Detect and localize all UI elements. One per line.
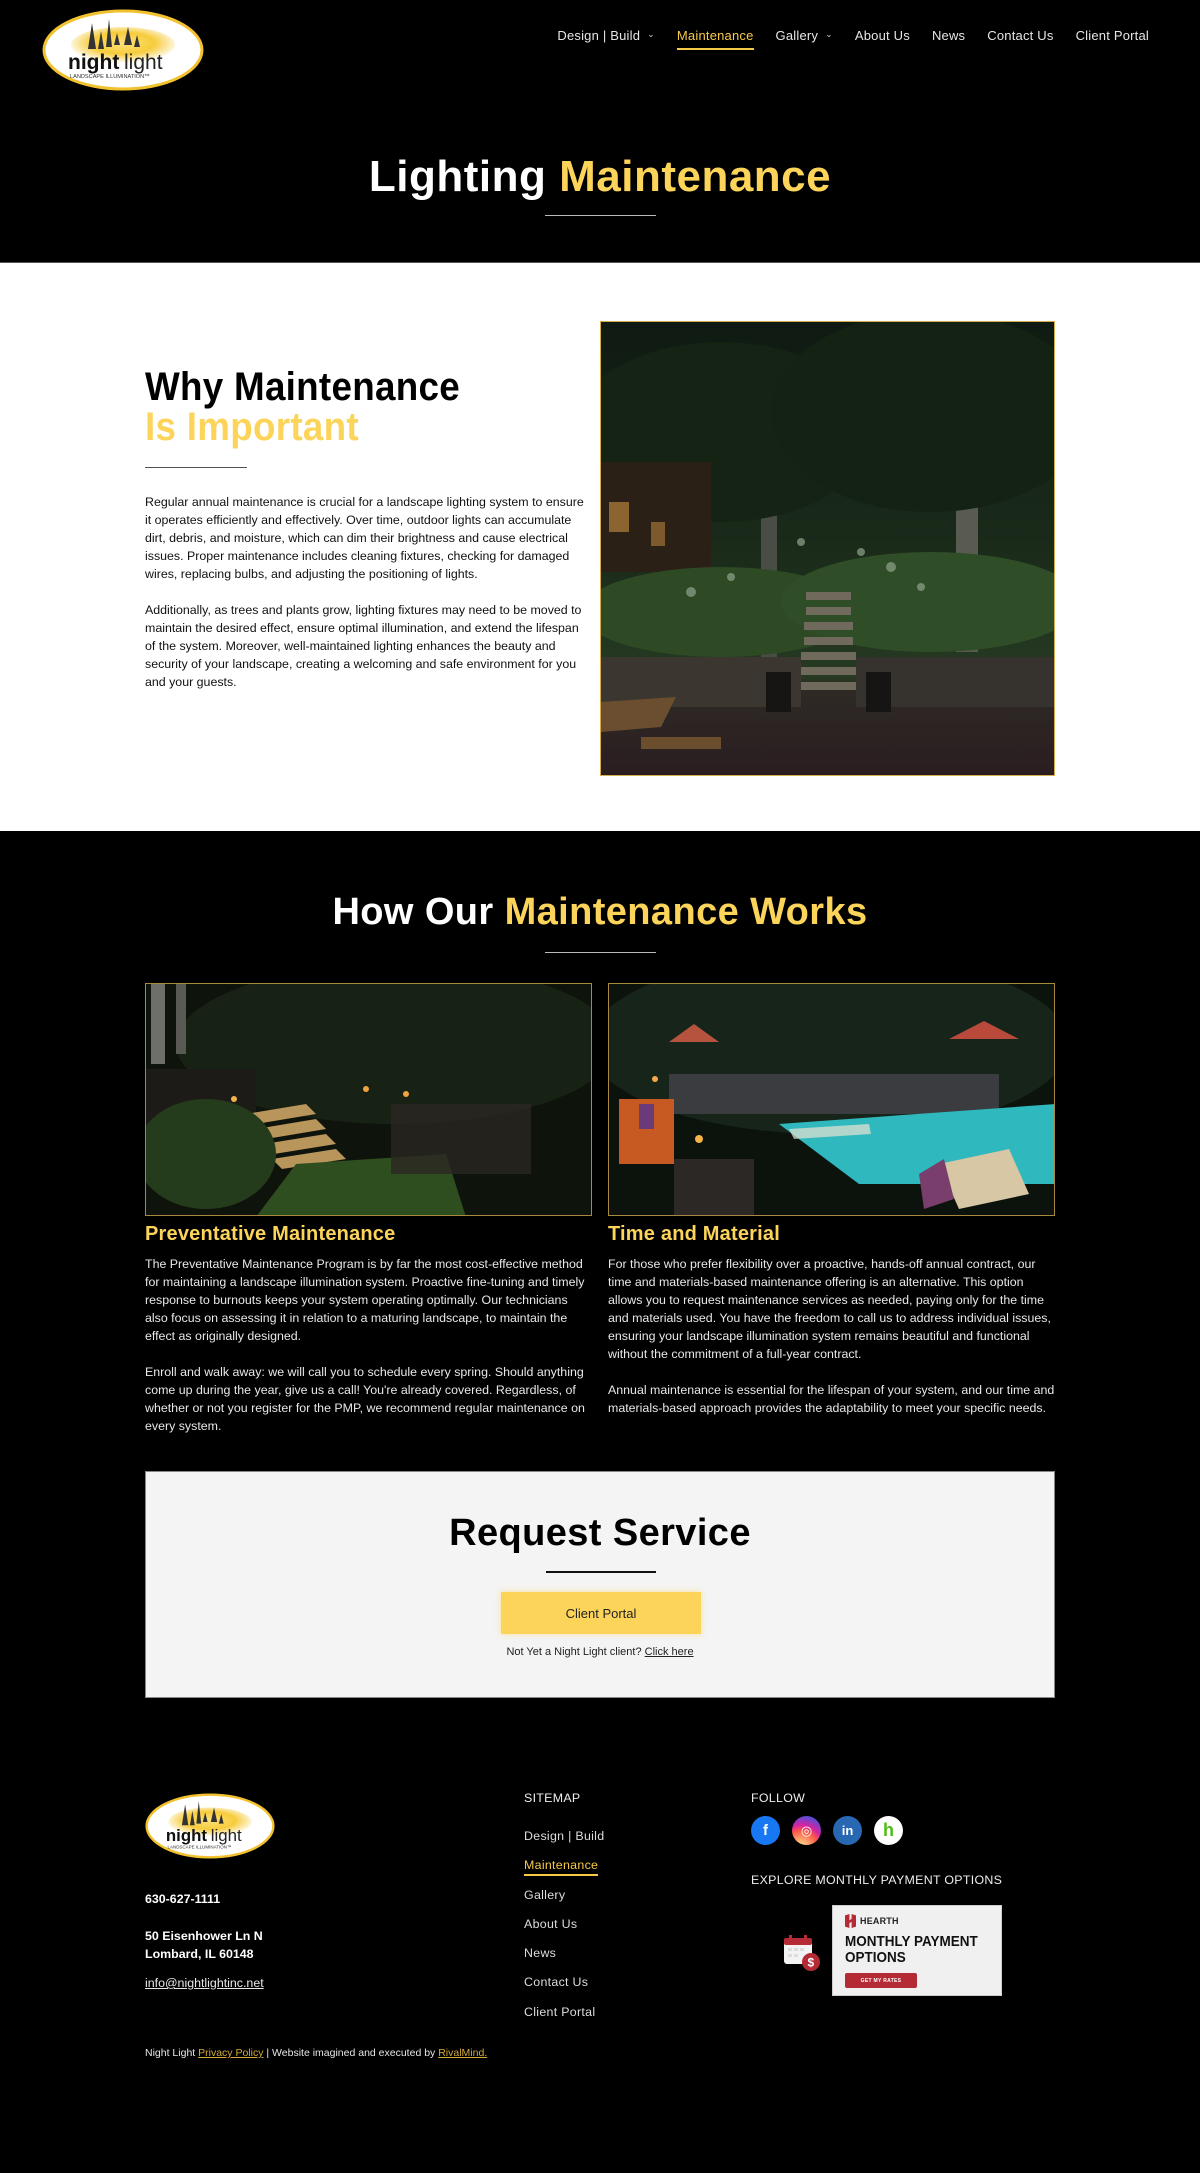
pool-patio-photo xyxy=(608,983,1055,1216)
svg-text:light: light xyxy=(210,1826,242,1846)
card-paragraph: Enroll and walk away: we will call you to schedule every spring. Should anything come up during the year, give us a call! You're already covered. Regardless, of whether or not you register for the PMP, we recommend regular maintenance on every system. xyxy=(145,1365,585,1433)
why-body xyxy=(145,493,585,691)
svg-text:night: night xyxy=(68,51,120,74)
nav-label: Gallery xyxy=(775,27,819,43)
hearth-brand xyxy=(845,1914,899,1928)
hearth-title xyxy=(845,1934,978,1966)
sitemap-label: News xyxy=(524,1946,557,1961)
nav-item-contact-us[interactable] xyxy=(976,25,1064,45)
sitemap-label: Contact Us xyxy=(524,1975,589,1990)
rivalmind-link[interactable]: RivalMind. xyxy=(438,2047,488,2059)
svg-text:LANDSCAPE ILLUMINATION™: LANDSCAPE ILLUMINATION™ xyxy=(70,74,150,80)
sitemap-link-client-portal[interactable] xyxy=(524,2005,604,2034)
address-line1: 50 Eisenhower Ln N xyxy=(145,1929,263,1943)
new-client-text: Not Yet a Night Light client? xyxy=(506,1646,642,1658)
garden-staircase-photo xyxy=(600,321,1055,776)
request-service-section xyxy=(0,1471,1200,1782)
why-heading-line2: Is Important xyxy=(145,405,359,449)
card-title: Time and Material xyxy=(608,1223,780,1245)
sitemap-link-news[interactable] xyxy=(524,1946,604,1975)
title-divider xyxy=(546,1571,656,1573)
privacy-policy-link[interactable]: Privacy Policy xyxy=(198,2047,264,2059)
section-title-accent: Maintenance Works xyxy=(504,891,868,933)
credits-middle: | Website imagined and executed by xyxy=(263,2047,439,2059)
instagram-icon[interactable]: ◎ xyxy=(792,1816,821,1845)
main-nav xyxy=(546,25,1160,45)
request-service-title: Request Service xyxy=(449,1512,751,1554)
card-body xyxy=(608,1255,1055,1417)
nav-item-design-build[interactable] xyxy=(546,25,666,45)
footer-credits xyxy=(145,2047,487,2059)
houzz-icon[interactable]: h xyxy=(874,1816,903,1845)
facebook-icon[interactable]: f xyxy=(751,1816,780,1845)
click-here-link[interactable]: Click here xyxy=(644,1646,694,1658)
footer-logo[interactable] xyxy=(145,1792,275,1860)
sitemap-heading: SITEMAP xyxy=(524,1791,581,1805)
calendar-dollar-icon xyxy=(782,1932,822,1972)
page-title-accent: Maintenance xyxy=(559,152,832,201)
sitemap-link-about-us[interactable] xyxy=(524,1917,604,1946)
linkedin-icon[interactable]: in xyxy=(833,1816,862,1845)
new-client-note xyxy=(146,1646,1054,1658)
svg-text:$: $ xyxy=(807,1955,815,1970)
nav-label: Maintenance xyxy=(676,27,754,43)
nav-item-news[interactable] xyxy=(921,25,976,45)
sitemap-label: Design | Build xyxy=(524,1829,605,1843)
how-maintenance-works-section xyxy=(0,831,1200,1471)
page-title xyxy=(0,152,1200,202)
sitemap-label: About Us xyxy=(524,1916,578,1931)
sitemap-link-gallery[interactable] xyxy=(524,1888,604,1917)
hearth-logo-icon xyxy=(845,1914,856,1928)
svg-text:LANDSCAPE ILLUMINATION™: LANDSCAPE ILLUMINATION™ xyxy=(167,1844,232,1850)
card-paragraph: For those who prefer flexibility over a proactive, hands-off annual contract, our time and materials-based maintenance offering is an alternative. This option allows you to request maintenance services as needed, paying only for the time and materials used. You have the freedom to call us to address individual issues, ensuring your landscape illumination system remains beautiful and functional without the commitment of a full-year contract. xyxy=(608,1257,1051,1361)
email-link[interactable]: info@nightlightinc.net xyxy=(145,1976,264,1990)
hearth-title-line1: MONTHLY PAYMENT xyxy=(845,1933,978,1950)
title-divider xyxy=(545,952,656,953)
card-paragraph: Annual maintenance is essential for the lifespan of your system, and our time and materials-based approach provides the adaptability to meet your specific needs. xyxy=(608,1383,1055,1415)
nav-item-client-portal[interactable] xyxy=(1065,25,1160,45)
why-heading-line1: Why Maintenance xyxy=(145,365,460,409)
credits-prefix: Night Light xyxy=(145,2047,196,2059)
get-my-rates-button[interactable]: GET MY RATES xyxy=(845,1973,917,1988)
nav-item-maintenance[interactable] xyxy=(666,25,765,45)
phone-number[interactable]: 630-627-1111 xyxy=(145,1892,221,1906)
chevron-down-icon: ⌄ xyxy=(825,28,833,39)
nav-label: Design | Build xyxy=(557,27,641,43)
sitemap-label: Client Portal xyxy=(524,2004,596,2019)
why-paragraph: Regular annual maintenance is crucial for a landscape lighting system to ensure it operates efficiently and effectively. Over time, outdoor lights can accumulate dirt, debris, and moisture, which can dim their brightness and cause electrical issues. Proper maintenance includes cleaning fixtures, checking for damaged wires, replacing bulbs, and adjusting the positioning of lights. xyxy=(145,495,584,581)
section-title-white: How Our xyxy=(332,891,494,933)
sitemap-link-design-build[interactable] xyxy=(524,1829,604,1858)
social-links xyxy=(751,1816,903,1845)
hearth-title-line2: OPTIONS xyxy=(845,1949,906,1966)
svg-text:light: light xyxy=(124,51,163,74)
nav-label: Client Portal xyxy=(1075,27,1149,43)
follow-heading: FOLLOW xyxy=(751,1791,806,1805)
section-title xyxy=(0,891,1200,934)
backyard-steps-photo xyxy=(145,983,592,1216)
nav-label: Contact Us xyxy=(987,27,1054,43)
card-title: Preventative Maintenance xyxy=(145,1223,396,1245)
site-header xyxy=(0,0,1200,263)
nav-item-about-us[interactable] xyxy=(844,25,921,45)
hearth-payment-banner[interactable] xyxy=(832,1905,1002,1996)
chevron-down-icon: ⌄ xyxy=(647,28,655,39)
hearth-brand-label: HEARTH xyxy=(860,1916,899,1926)
card-body xyxy=(145,1255,592,1435)
nightlight-logo[interactable] xyxy=(42,9,204,91)
nav-label: About Us xyxy=(854,27,910,43)
heading-divider xyxy=(145,467,247,468)
why-heading xyxy=(145,367,460,447)
sitemap-label: Gallery xyxy=(524,1887,566,1902)
why-maintenance-section xyxy=(0,263,1200,831)
sitemap-link-maintenance[interactable] xyxy=(524,1858,604,1887)
address-line2: Lombard, IL 60148 xyxy=(145,1947,254,1961)
payment-options-heading: EXPLORE MONTHLY PAYMENT OPTIONS xyxy=(751,1873,1003,1887)
sitemap-list xyxy=(524,1829,604,2034)
request-service-box xyxy=(145,1471,1055,1698)
site-footer xyxy=(0,1782,1200,2071)
svg-text:night: night xyxy=(165,1826,208,1846)
nav-label: News xyxy=(931,27,966,43)
sitemap-link-contact-us[interactable] xyxy=(524,1975,604,2004)
address xyxy=(145,1927,263,1963)
preventative-maintenance-card xyxy=(145,983,592,1435)
card-paragraph: The Preventative Maintenance Program is by far the most cost-effective method for maintaining a landscape illumination system. Proactive fine-tuning and timely response to burnouts keeps your system operating optimally. Our technicians also focus on assessing it in relation to a maturing landscape, to maintain the effect as originally designed. xyxy=(145,1257,585,1343)
nav-item-gallery[interactable] xyxy=(765,25,844,45)
sitemap-label: Maintenance xyxy=(524,1858,598,1876)
time-and-material-card xyxy=(608,983,1055,1417)
why-paragraph: Additionally, as trees and plants grow, lighting fixtures may need to be moved to maintain the desired effect, ensure optimal illumination, and extend the lifespan of the system. Moreover, well-maintained lighting enhances the beauty and security of your landscape, creating a welcoming and safe environment for you and your guests. xyxy=(145,603,582,689)
page-title-white: Lighting xyxy=(368,152,547,201)
client-portal-button[interactable]: Client Portal xyxy=(501,1592,701,1634)
title-divider xyxy=(545,215,656,216)
